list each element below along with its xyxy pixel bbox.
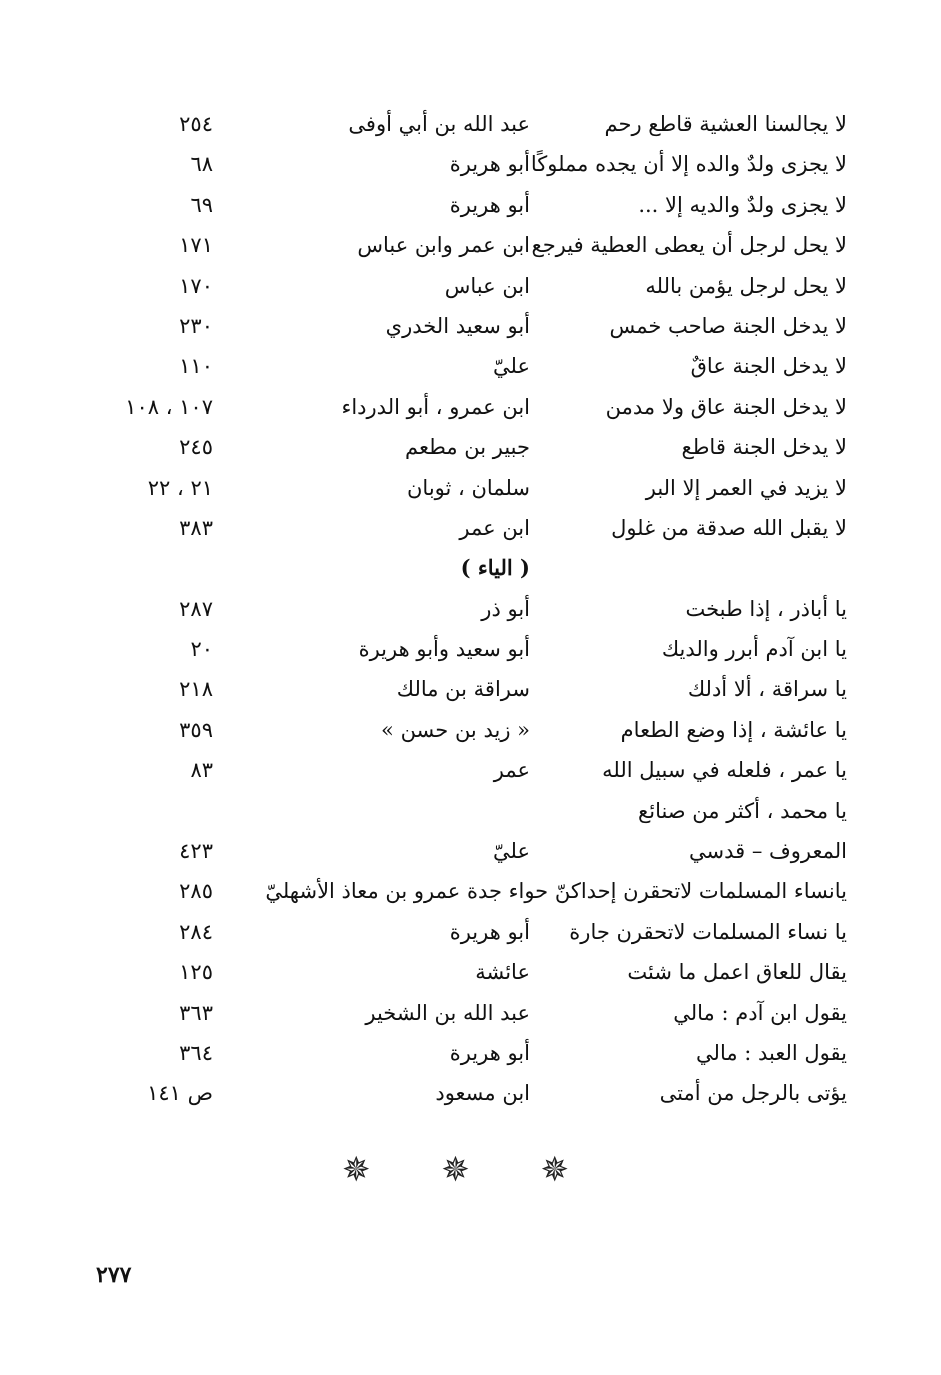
narrator-name: ابن عباس: [444, 273, 530, 298]
page-reference: ٣٦٣: [179, 1000, 213, 1025]
page-reference: ٢٤٥: [179, 435, 213, 460]
index-row: [0, 589, 941, 629]
hadith-text: يا سراقة ، ألا أدلك: [687, 677, 847, 702]
narrator-name: سراقة بن مالك: [396, 677, 530, 702]
narrator-name: عليّ: [493, 839, 530, 864]
hadith-text: لا يدخل الجنة عاق ولا مدمن: [605, 394, 847, 419]
index-row: [0, 710, 941, 750]
narrator-name: ابن مسعود: [435, 1081, 530, 1106]
index-row: [0, 791, 941, 831]
page-reference: ٣٨٣: [179, 515, 213, 540]
hadith-text: لا يدخل الجنة قاطع: [681, 435, 847, 460]
narrator-name: عمر: [493, 758, 530, 783]
page-reference: ٣٥٩: [179, 717, 213, 742]
index-row: [0, 669, 941, 709]
index-row: [0, 427, 941, 467]
page-reference: ٢١٨: [179, 677, 213, 702]
index-row: [0, 104, 941, 144]
narrator-name: ابن عمرو ، أبو الدرداء: [341, 394, 530, 419]
narrator-name: أبو سعيد وأبو هريرة: [358, 637, 530, 662]
index-row: [0, 912, 941, 952]
index-row: [0, 144, 941, 184]
hadith-text: لا يحل لرجل أن يعطى العطية فيرجع: [531, 233, 847, 258]
hadith-index-list: [0, 104, 941, 1114]
index-row: [0, 993, 941, 1033]
hadith-text: يا عائشة ، إذا وضع الطعام: [620, 717, 847, 742]
page-reference: ٢١ ، ٢٢: [147, 475, 213, 500]
narrator-name: جبير بن مطعم: [404, 435, 530, 460]
hadith-text: يا عمر ، فلعله في سبيل الله: [602, 758, 847, 783]
page-reference: ٣٦٤: [179, 1040, 213, 1065]
page-reference: ٢٥٤: [179, 112, 213, 136]
hadith-text: يقول ابن آدم : مالي: [673, 1000, 847, 1025]
hadith-text: لا يجزى ولدٌ والده إلا أن يجده مملوكًا: [530, 152, 847, 177]
page-reference: ١١٠: [179, 354, 213, 379]
index-row: [0, 266, 941, 306]
index-row: [0, 1073, 941, 1113]
narrator-name: أبو هريرة: [449, 192, 530, 217]
page-reference: ٢٠: [190, 637, 213, 662]
page-reference: ٢٨٥: [179, 879, 213, 904]
narrator-name: عبد الله بن الشخير: [365, 1000, 530, 1025]
narrator-name: أبو سعيد الخدري: [385, 313, 530, 338]
hadith-text: يا أباذر ، إذا طبخت: [685, 596, 847, 621]
index-row: [0, 629, 941, 669]
hadith-text: لا يحل لرجل يؤمن بالله: [645, 273, 847, 298]
hadith-text: لا يدخل الجنة صاحب خمس: [609, 313, 847, 338]
index-row: [0, 1033, 941, 1073]
index-row: [0, 387, 941, 427]
hadith-text: يقال للعاق اعمل ما شئت: [627, 960, 847, 985]
index-row: [0, 750, 941, 790]
narrator-name: سلمان ، ثوبان: [407, 475, 530, 500]
page-reference: ١٠٧ ، ١٠٨: [125, 394, 213, 419]
hadith-text: يا محمد ، أكثر من صنائع: [638, 798, 847, 823]
index-row: [0, 871, 941, 911]
page-reference: ٦٨: [190, 152, 213, 177]
index-row: [0, 306, 941, 346]
index-row: [0, 831, 941, 871]
index-row: [0, 508, 941, 548]
ornament-stars: ✵ ✵ ✵: [341, 1150, 600, 1190]
index-row: [0, 225, 941, 265]
narrator-name: عبد الله بن أبي أوفى: [348, 112, 530, 136]
section-heading: ( الياء ): [460, 555, 530, 581]
narrator-name: عائشة: [475, 960, 530, 985]
page-reference: ١٧١: [179, 233, 213, 258]
index-row: [0, 468, 941, 508]
hadith-text: لا يزيد في العمر إلا البر: [645, 475, 847, 500]
hadith-text: المعروف – قدسي: [688, 839, 847, 864]
page-reference: ٢٨٧: [179, 596, 213, 621]
hadith-text-full: يانساء المسلمات لاتحقرن إحداكنّ حواء جدة عمرو بن معاذ الأشهليّ: [265, 879, 847, 904]
narrator-name: ابن عمر: [459, 515, 530, 540]
page-reference: ٤٢٣: [179, 839, 213, 864]
page-reference: ص ١٤١: [147, 1081, 213, 1106]
narrator-name: أبو ذر: [481, 596, 530, 621]
hadith-text: يقول العبد : مالي: [696, 1040, 847, 1065]
page-reference: ٨٣: [190, 758, 213, 783]
narrator-name: عليّ: [493, 354, 530, 379]
hadith-text: لا يدخل الجنة عاقٌ: [690, 354, 847, 379]
page-reference: ٦٩: [190, 192, 213, 217]
narrator-name: أبو هريرة: [449, 1040, 530, 1065]
hadith-text: لا يجزى ولدٌ والديه إلا ...: [638, 192, 847, 217]
hadith-text: لا يقبل الله صدقة من غلول: [611, 515, 847, 540]
hadith-text: لا يجالسنا العشية قاطع رحم: [604, 112, 847, 136]
hadith-text: يا نساء المسلمات لاتحقرن جارة: [569, 919, 847, 944]
index-row: [0, 548, 941, 588]
page-reference: ١٧٠: [179, 273, 213, 298]
page-number: ٢٧٧: [96, 1262, 132, 1288]
page-reference: ٢٣٠: [179, 313, 213, 338]
hadith-text: يؤتى بالرجل من أمتى: [659, 1081, 847, 1106]
page-reference: ٢٨٤: [179, 919, 213, 944]
hadith-text: يا ابن آدم أبرر والديك: [661, 637, 847, 662]
index-row: [0, 346, 941, 386]
index-row: [0, 185, 941, 225]
index-row: [0, 952, 941, 992]
page-reference: ١٢٥: [179, 960, 213, 985]
narrator-name: أبو هريرة: [449, 152, 530, 177]
narrator-name: « زيد بن حسن »: [381, 717, 530, 742]
narrator-name: أبو هريرة: [449, 919, 530, 944]
narrator-name: ابن عمر وابن عباس: [357, 233, 530, 258]
